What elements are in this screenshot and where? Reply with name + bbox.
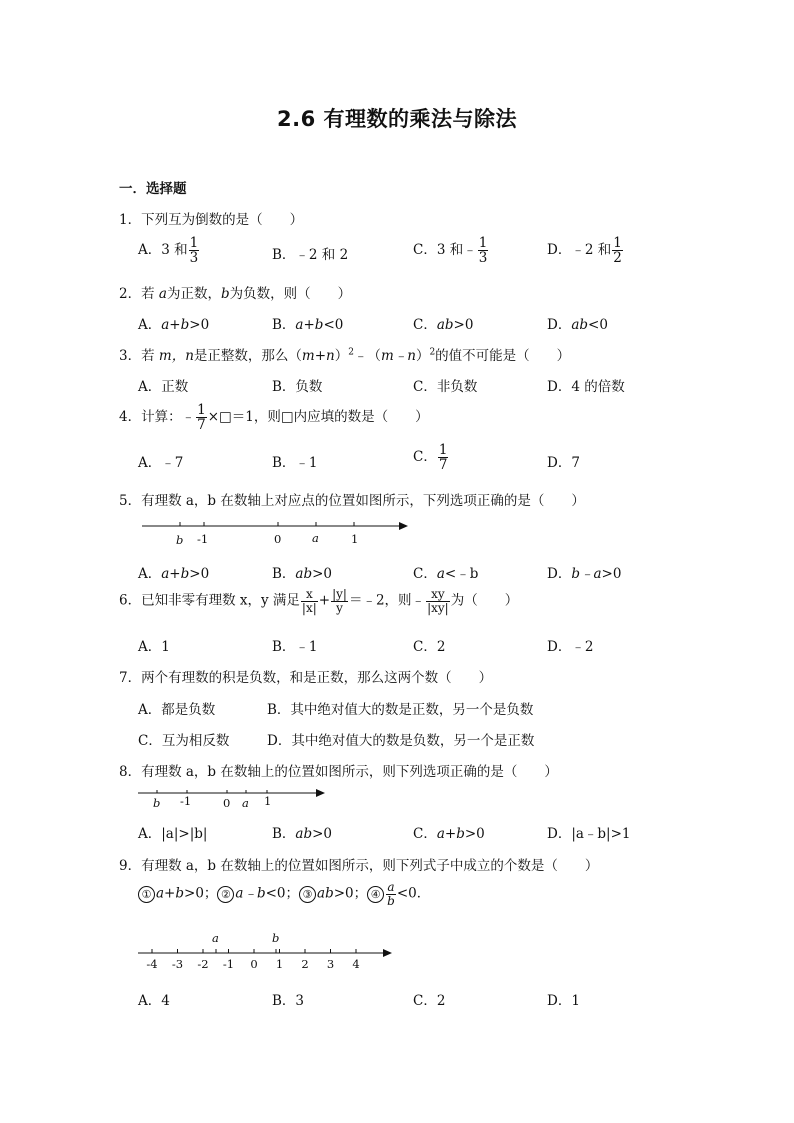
q5-axis-one-label: 1	[351, 532, 359, 546]
q9-statements: ① a+b>0； ② a﹣b<0； ③ ab>0； ④ $\frac{a}{b}$ <0．	[138, 881, 430, 907]
q8-number-line	[136, 785, 328, 811]
q1-option-c[interactable]	[413, 236, 489, 265]
q1-option-d[interactable]	[547, 236, 624, 265]
q5-axis-minus-one-label: -1	[197, 532, 209, 546]
q2-option-b[interactable]: B．a+b<0	[272, 317, 344, 333]
q9-axis-tick-label: -1	[222, 957, 235, 971]
q6-fraction-x: $\frac{x}{|x|}$	[301, 587, 317, 615]
q8-axis-minus-one-label: -1	[180, 794, 192, 808]
q9-axis-b-label: b	[272, 931, 280, 945]
q9-fraction-ab: $\frac{a}{b}$	[387, 880, 395, 908]
q9-option-c[interactable]: C．2	[413, 993, 446, 1009]
q7-option-a[interactable]: A．都是负数	[138, 702, 216, 718]
q1-option-c-label: C．3 和﹣	[413, 242, 477, 259]
q4-fraction: $\frac{1}{7}$	[197, 402, 206, 434]
q1-option-d-fraction: $\frac{1}{2}$	[613, 235, 622, 267]
q4-option-c[interactable]: C． $\frac{1}{7}$	[413, 442, 448, 474]
q6-fraction-xy: $\frac{xy}{|xy|}$	[427, 587, 449, 615]
q7-option-b[interactable]: B．其中绝对值大的数是正数，另一个是负数	[267, 702, 534, 718]
q9-number-line	[136, 928, 398, 972]
q8-axis-one-label: 1	[264, 794, 272, 808]
q4-option-b[interactable]: B．﹣1	[272, 455, 318, 471]
question-2-stem: 2．若 a为正数，b为负数，则（ ）	[119, 286, 352, 302]
question-1-stem: 1．下列互为倒数的是（ ）	[119, 212, 304, 228]
q8-option-c[interactable]: C．a+b>0	[413, 826, 485, 842]
q8-axis-b-label: b	[153, 796, 161, 810]
q2-option-c[interactable]: C．ab>0	[413, 317, 474, 333]
q1-option-c-fraction: $\frac{1}{3}$	[478, 235, 488, 267]
q8-option-a[interactable]: A．|a|>|b|	[138, 826, 208, 842]
q2-option-a[interactable]: A．a+b>0	[138, 317, 210, 333]
q4-option-c-fraction: $\frac{1}{7}$	[438, 442, 448, 474]
q5-axis-zero-label: 0	[274, 532, 282, 546]
q1-option-a-fraction: $\frac{1}{3}$	[189, 235, 199, 267]
q6-option-d[interactable]: D．﹣2	[547, 639, 594, 655]
q7-option-c[interactable]: C．互为相反数	[138, 733, 230, 749]
section-heading: 一．选择题	[119, 181, 187, 197]
q5-number-line	[138, 514, 410, 550]
q5-option-a[interactable]: A．a+b>0	[138, 566, 210, 582]
q5-axis-b-label: b	[176, 533, 184, 547]
q8-option-b[interactable]: B．ab>0	[272, 826, 333, 842]
q8-axis-zero-label: 0	[223, 796, 231, 810]
q9-axis-tick-label: 3	[326, 957, 335, 971]
q9-axis-tick-label: -4	[146, 957, 158, 971]
q5-option-b[interactable]: B．ab>0	[272, 566, 333, 582]
question-8-stem: 8．有理数 a，b 在数轴上的位置如图所示，则下列选项正确的是（ ）	[119, 764, 558, 780]
q8-option-d[interactable]: D．|a﹣b|>1	[547, 826, 631, 842]
question-5-stem: 5．有理数 a，b 在数轴上对应点的位置如图所示，下列选项正确的是（ ）	[119, 493, 585, 509]
question-3-stem: 3．若 m，n是正整数，那么$(m+n)^2﹣(m﹣n)^2$的值不可能是（ ）	[119, 347, 571, 364]
q1-option-b[interactable]: B．﹣2 和 2	[272, 247, 349, 263]
q3-option-a[interactable]: A．正数	[138, 379, 189, 395]
q9-axis-tick-label: 4	[352, 957, 360, 971]
q9-axis-tick-label: 2	[301, 957, 309, 971]
q1-option-a[interactable]	[138, 236, 200, 265]
q9-axis-tick-label: 0	[250, 957, 258, 971]
q6-option-b[interactable]: B．﹣1	[272, 639, 318, 655]
question-6-stem: 6．已知非零有理数 x，y 满足 $\frac{x}{|x|}$ + $\frac{|y|}{y}$ ＝﹣2，则﹣ $\frac{xy}{|xy|}$ 为（ ）	[119, 587, 519, 615]
q4-option-d[interactable]: D．7	[547, 455, 580, 471]
q9-option-b[interactable]: B．3	[272, 993, 305, 1009]
q3-option-c[interactable]: C．非负数	[413, 379, 478, 395]
q9-axis-tick-label: 1	[275, 957, 284, 971]
q9-axis-tick-label: -2	[197, 957, 209, 971]
q5-axis-a-label: a	[312, 531, 319, 545]
q1-option-d-label: D．﹣2 和	[547, 242, 612, 259]
q9-option-d[interactable]: D．1	[547, 993, 580, 1009]
q3-option-d[interactable]: D．4 的倍数	[547, 379, 625, 395]
q9-axis-tick-label: -3	[171, 957, 184, 971]
q9-option-a[interactable]: A．4	[138, 993, 170, 1009]
question-7-stem: 7．两个有理数的积是负数，和是正数，那么这两个数（ ）	[119, 670, 493, 686]
q4-option-a[interactable]: A．﹣7	[138, 455, 184, 471]
page-title: 2.6 有理数的乘法与除法	[276, 107, 517, 131]
question-4-stem: 4．计算：﹣ $\frac{1}{7}$ ×□＝1，则□内应填的数是（ ）	[119, 402, 429, 434]
q2-option-d[interactable]: D．ab<0	[547, 317, 608, 333]
q9-axis-a-label: a	[212, 931, 219, 945]
q5-option-d[interactable]: D．b﹣a>0	[547, 566, 622, 582]
q5-option-c[interactable]: C．a<﹣b	[413, 566, 479, 582]
q6-fraction-y: $\frac{|y|}{y}$	[332, 587, 347, 615]
q1-option-a-label: A．3 和	[138, 242, 188, 259]
q7-option-d[interactable]: D．其中绝对值大的数是负数，另一个是正数	[267, 733, 535, 749]
q6-option-a[interactable]: A．1	[138, 639, 170, 655]
q6-option-c[interactable]: C．2	[413, 639, 446, 655]
q8-axis-a-label: a	[242, 796, 249, 810]
q3-option-b[interactable]: B．负数	[272, 379, 323, 395]
question-9-stem: 9．有理数 a，b 在数轴上的位置如图所示，则下列式子中成立的个数是（ ）	[119, 858, 599, 874]
